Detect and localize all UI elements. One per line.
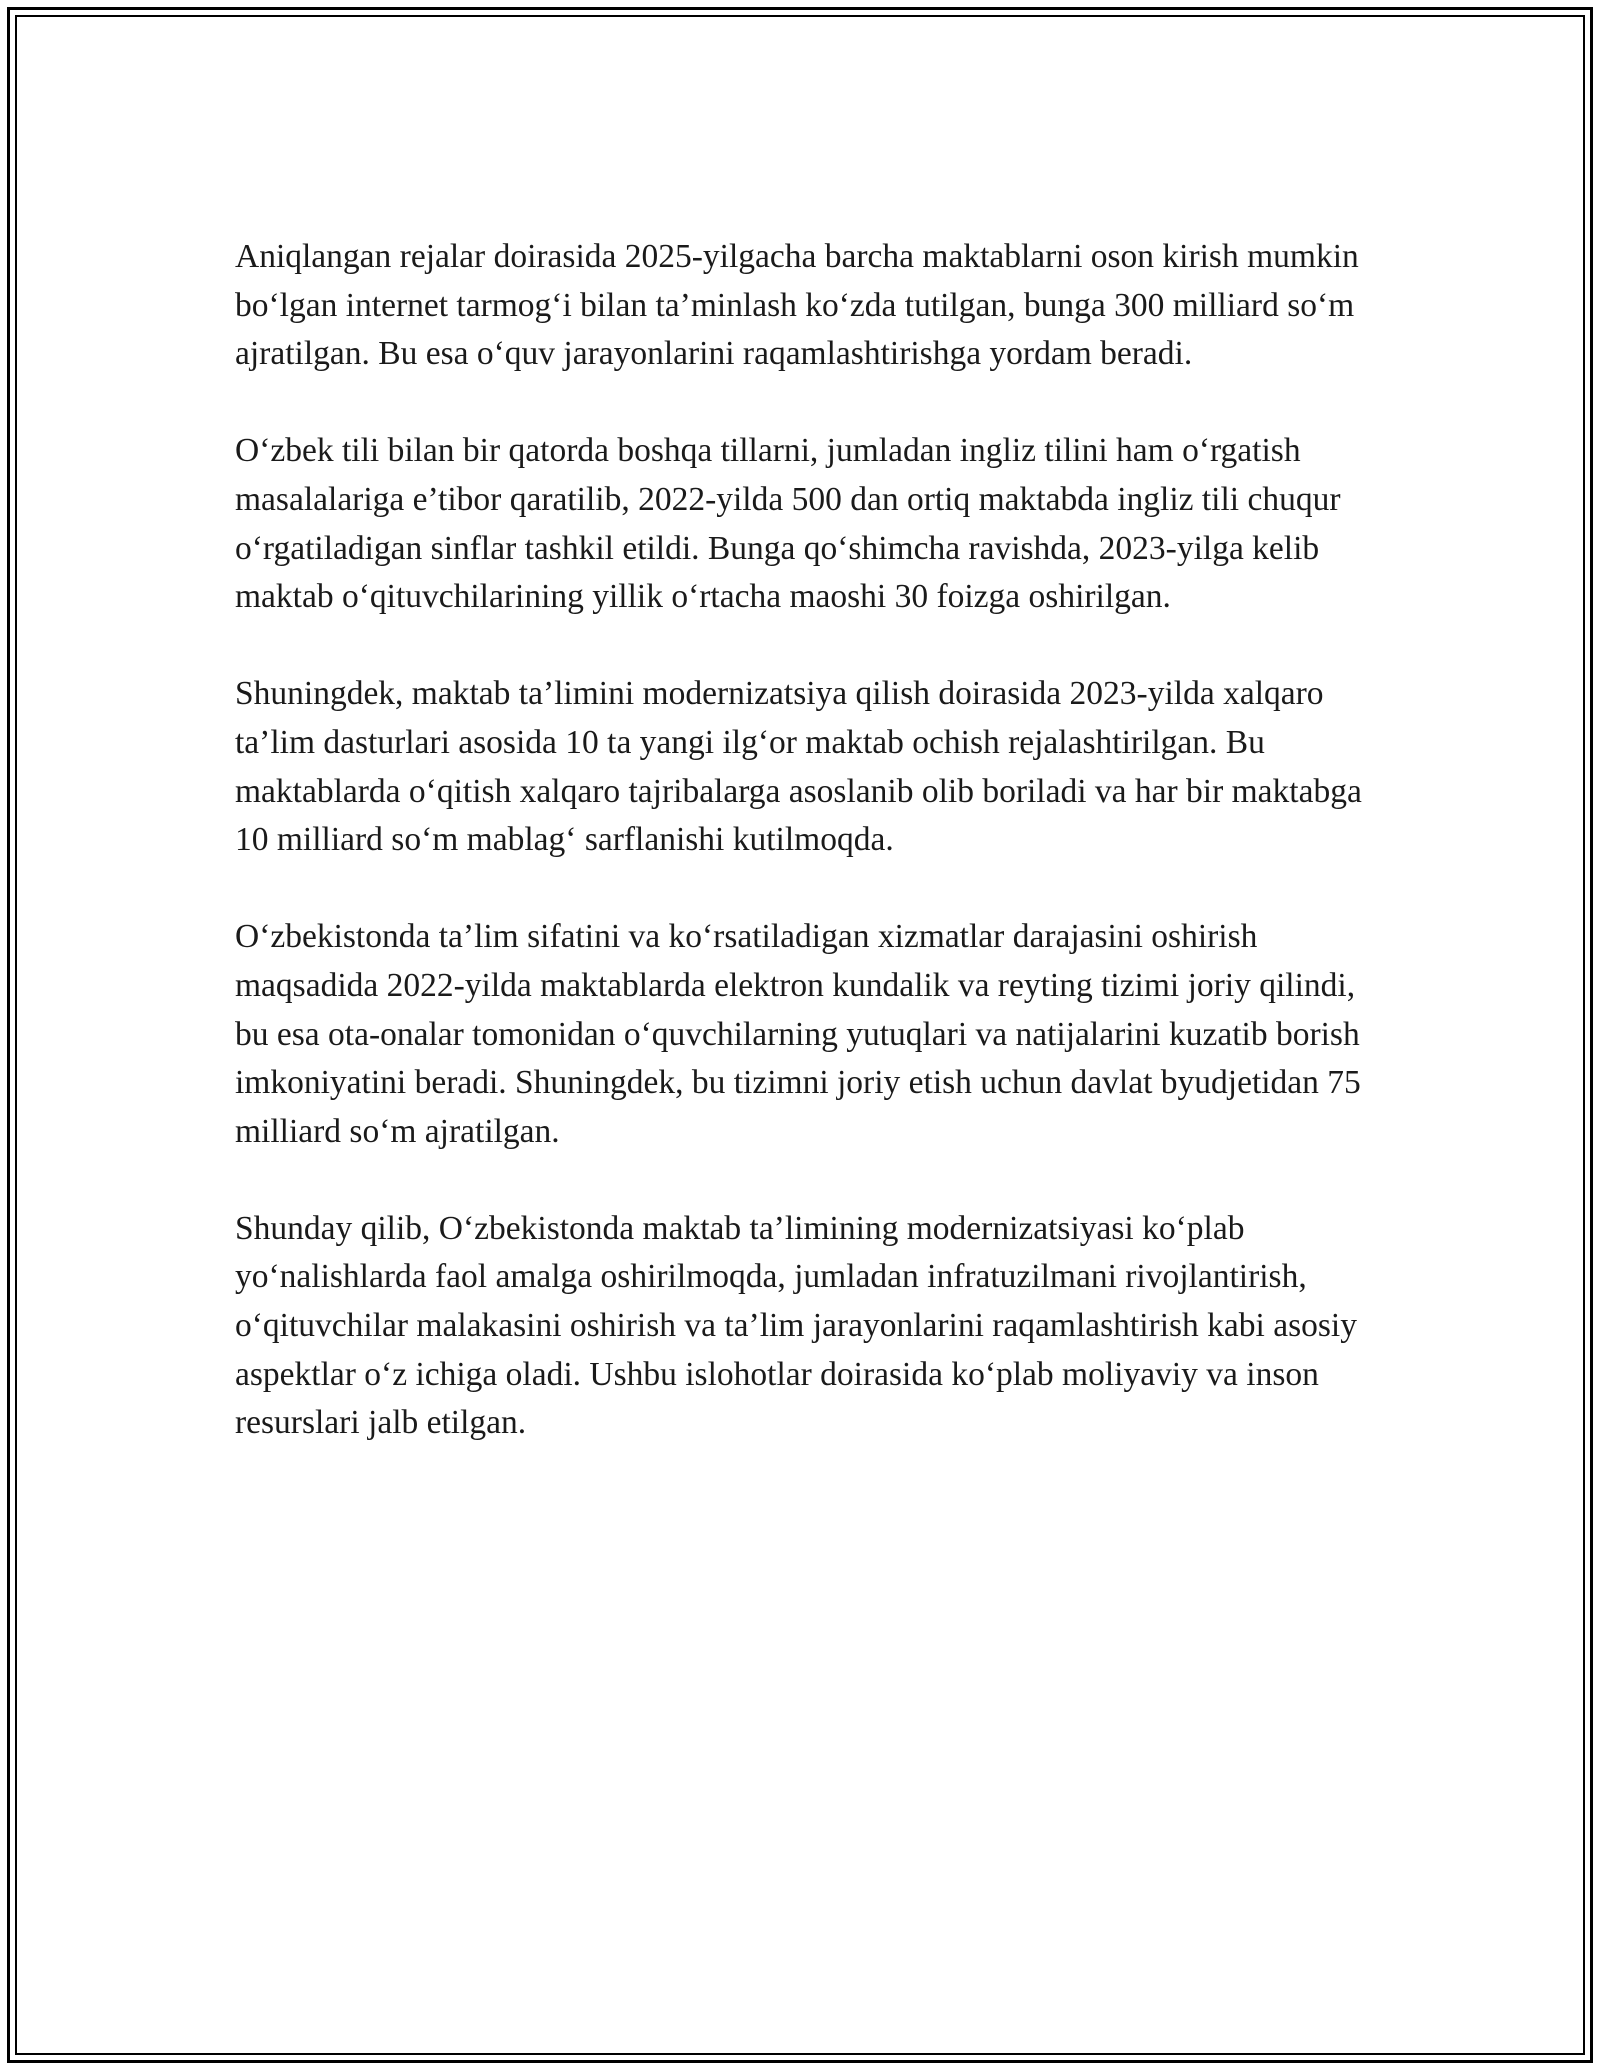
- paragraph-internet-access: Aniqlangan rejalar doirasida 2025-yilgacha barcha maktablarni oson kirish mumkin bo‘lgan internet tarmog‘i bilan ta’minlash ko‘zda tutilgan, bunga 300 milliard so‘m ajratilgan. Bu esa o‘quv jarayonlarini raqamlashtirishga yordam beradi.: [235, 238, 1359, 373]
- paragraph-electronic-diary: O‘zbekistonda ta’lim sifatini va ko‘rsatiladigan xizmatlar darajasini oshirish maqsadida 2022-yilda maktablarda elektron kundalik va reyting tizimi joriy qilindi, bu esa ota-onalar tomonidan o‘quvchilarning yutuqlari va natijalarini kuzatib borish imkoniyatini beradi. Shuningdek, bu tizimni joriy etish uchun davlat byudjetidan 75 milliard so‘m ajratilgan.: [235, 918, 1361, 1150]
- paragraph-conclusion: Shunday qilib, O‘zbekistonda maktab ta’limining modernizatsiyasi ko‘plab yo‘nalishlarda faol amalga oshirilmoqda, jumladan infratuzilmani rivojlantirish, o‘qituvchilar malakasini oshirish va ta’lim jarayonlarini raqamlashtirish kabi asosiy aspektlar o‘z ichiga oladi. Ushbu islohotlar doirasida ko‘plab moliyaviy va inson resurslari jalb etilgan.: [235, 1209, 1357, 1442]
- paragraph-new-schools: Shuningdek, maktab ta’limini modernizatsiya qilish doirasida 2023-yilda xalqaro ta’lim dasturlari asosida 10 ta yangi ilg‘or maktab ochish rejalashtirilgan. Bu maktablarda o‘qitish xalqaro tajribalarga asoslanib olib boriladi va har bir maktabga 10 milliard so‘m mablag‘ sarflanishi kutilmoqda.: [235, 675, 1362, 859]
- document-body: [235, 233, 1365, 1448]
- paragraph-english-teaching: O‘zbek tili bilan bir qatorda boshqa tillarni, jumladan ingliz tilini ham o‘rgatish masalalariga e’tibor qaratilib, 2022-yilda 500 dan ortiq maktabda ingliz tili chuqur o‘rgatiladigan sinflar tashkil etildi. Bunga qo‘shimcha ravishda, 2023-yilga kelib maktab o‘qituvchilarining yillik o‘rtacha maoshi 30 foizga oshirilgan.: [235, 432, 1341, 616]
